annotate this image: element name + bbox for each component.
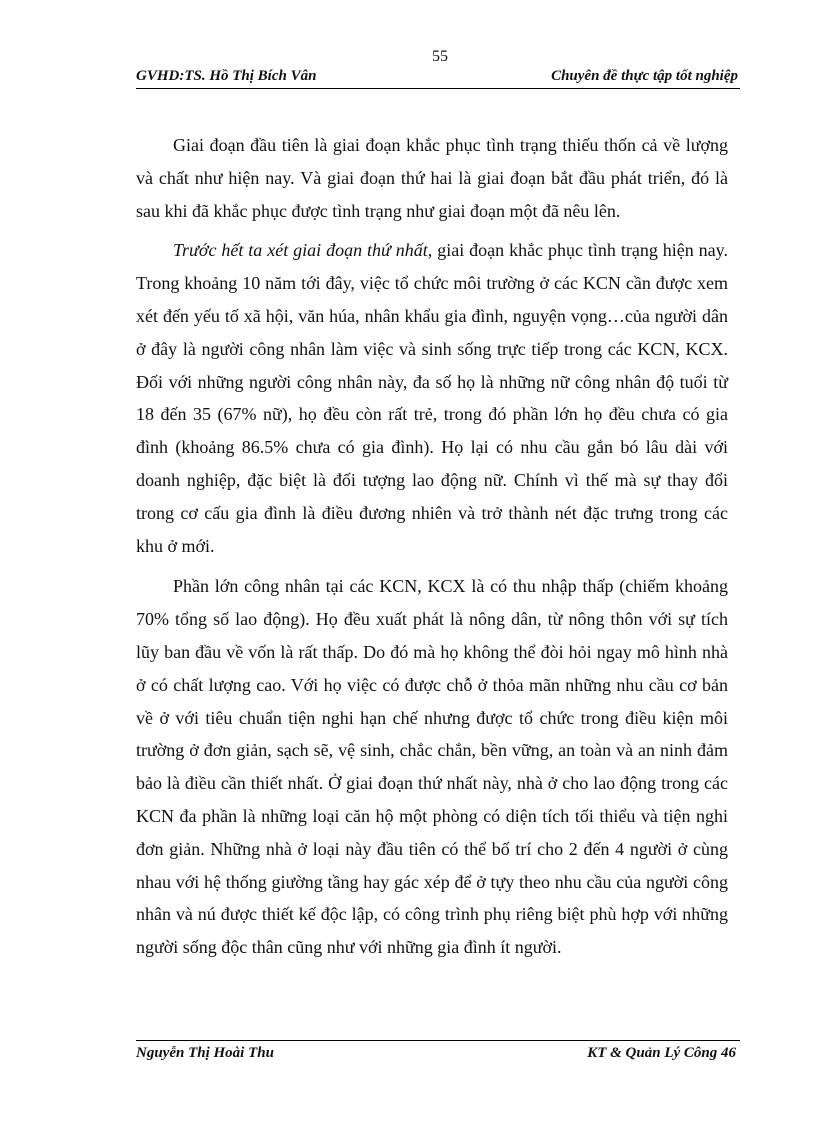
- paragraph-1: Giai đoạn đầu tiên là giai đoạn khắc phục tình trạng thiếu thốn cả về lượng và chất như hiện nay. Và giai đoạn thứ hai là giai đoạn bắt đầu phát triển, đó là sau khi đã khắc phục được tình trạng như giai đoạn một đã nêu lên.: [136, 135, 728, 221]
- page-number: 55: [432, 48, 448, 65]
- paragraph-2-italic-lead: Trước hết ta xét giai đoạn thứ nhất: [173, 240, 428, 261]
- footer-class: KT & Quản Lý Công 46: [587, 1045, 736, 1061]
- footer-author: Nguyễn Thị Hoài Thu: [136, 1045, 274, 1061]
- page-footer: [136, 1040, 740, 1065]
- paragraph-2-text: , giai đoạn khắc phục tình trạng hiện nay. Trong khoảng 10 năm tới đây, việc tổ chức môi trường ở các KCN cần được xem xét đến yếu tố xã hội, văn húa, nhân khẩu gia đình, nguyện vọng…của người dân ở đây là người công nhân làm việc và sinh sống trực tiếp trong các KCN, KCX. Đối với những người công nhân này, đa số họ là những nữ công nhân độ tuổi từ 18 đến 35 (67% nữ), họ đều còn rất trẻ, trong đó phần lớn họ đều chưa có gia đình (khoảng 86.5% chưa có gia đình). Họ lại có nhu cầu gắn bó lâu dài với doanh nghiệp, đặc biệt là đối tượng lao động nữ. Chính vì thế mà sự thay đổi trong cơ cấu gia đình là điều đương nhiên và trở thành nét đặc trưng trong các khu ở mới.: [136, 240, 729, 556]
- paragraph-2: [136, 234, 728, 562]
- header-advisor: GVHD:TS. Hồ Thị Bích Vân: [136, 68, 317, 84]
- header-report-title: Chuyên đề thực tập tốt nghiệp: [551, 68, 738, 84]
- paragraph-3: Phần lớn công nhân tại các KCN, KCX là có thu nhập thấp (chiếm khoảng 70% tổng số lao động). Họ đều xuất phát là nông dân, từ nông thôn với sự tích lũy ban đầu về vốn là rất thấp. Do đó mà họ không thể đòi hỏi ngay mô hình nhà ở có chất lượng cao. Với họ việc có được chỗ ở thỏa mãn những nhu cầu cơ bản về ở với tiêu chuẩn tiện nghi hạn chế nhưng được tổ chức trong điều kiện môi trường ở đơn giản, sạch sẽ, vệ sinh, chắc chắn, bền vững, an toàn và an ninh đảm bảo là điều cần thiết nhất. Ở giai đoạn thứ nhất này, nhà ở cho lao động trong các KCN đa phần là những loại căn hộ một phòng có diện tích tối thiểu và tiện nghi đơn giản. Những nhà ở loại này đầu tiên có thể bố trí cho 2 đến 4 người ở cùng nhau với hệ thống giường tầng hay gác xép để ở tựy theo nhu cầu của người công nhân và nú được thiết kế độc lập, có công trình phụ riêng biệt phù hợp với những người sống độc thân cũng như với những gia đình ít người.: [136, 576, 728, 958]
- document-body: [136, 129, 728, 972]
- page-header: [136, 66, 740, 89]
